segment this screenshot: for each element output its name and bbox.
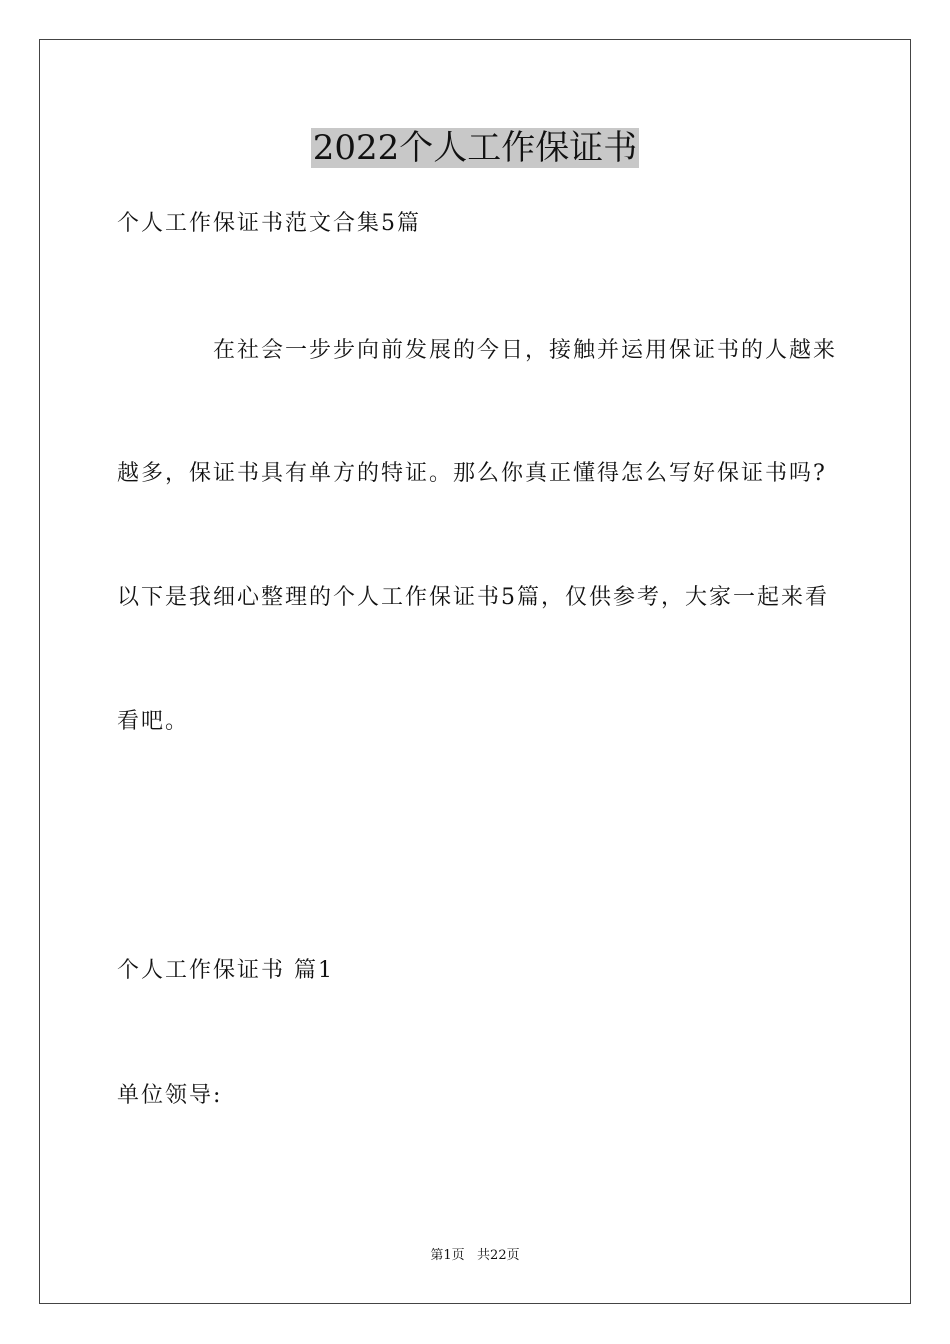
intro-line-2: 越多，保证书具有单方的特证。那么你真正懂得怎么写好保证书吗? <box>117 461 827 486</box>
salutation: 单位领导: <box>117 1083 223 1108</box>
page-number-footer: 第1页 共22页 <box>430 1248 520 1263</box>
intro-line-3: 以下是我细心整理的个人工作保证书5篇，仅供参考，大家一起来看 <box>117 585 829 610</box>
intro-line-1: 在社会一步步向前发展的今日，接触并运用保证书的人越来 <box>213 338 838 363</box>
section-heading: 个人工作保证书 篇1 <box>117 958 334 983</box>
document-title-text: 2022个人工作保证书 <box>312 128 638 168</box>
intro-line-4: 看吧。 <box>117 709 190 734</box>
document-subtitle: 个人工作保证书范文合集5篇 <box>117 211 421 236</box>
document-title <box>0 126 950 170</box>
